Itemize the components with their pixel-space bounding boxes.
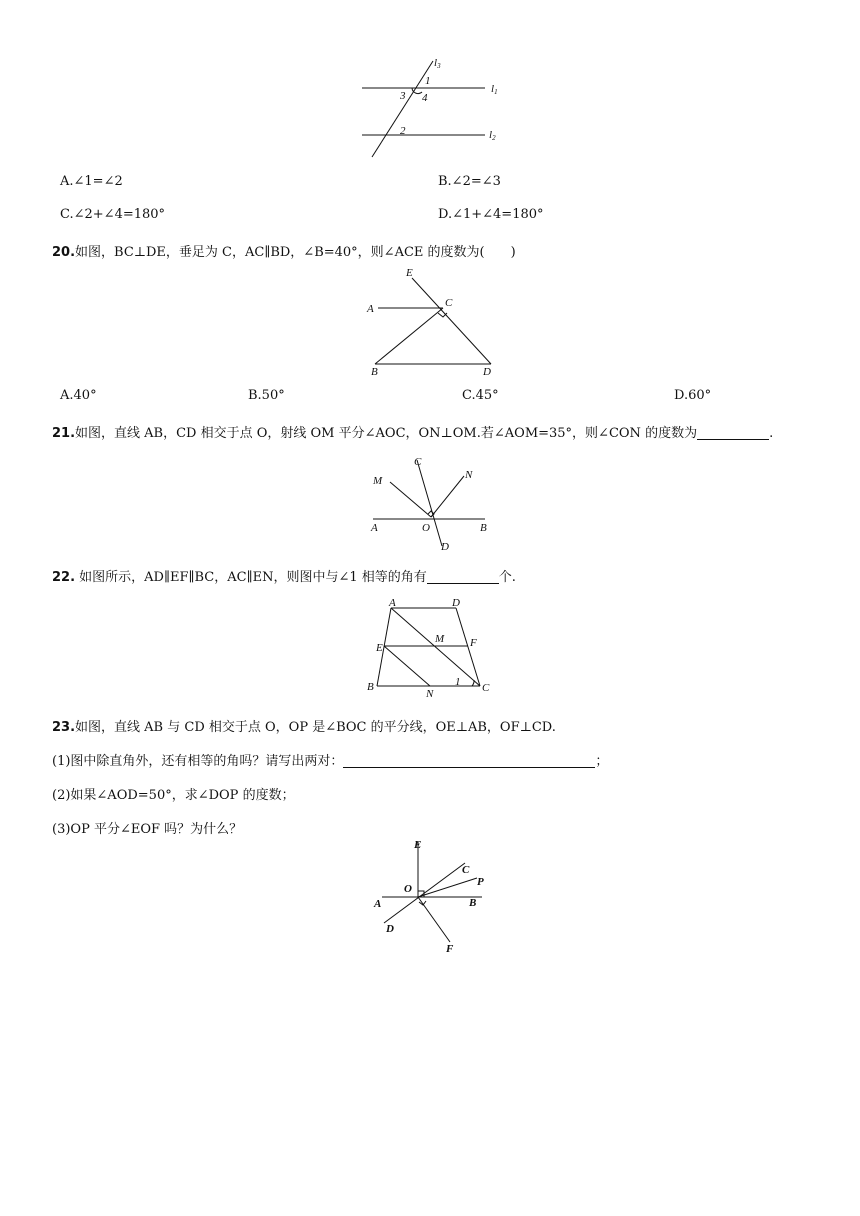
q19-option-d: D.∠1+∠4=180° (438, 207, 544, 222)
q23-sub1-end: ； (595, 754, 609, 769)
q23-sub1-text: (1)图中除直角外，还有相等的角吗？请写出两对： (52, 754, 344, 769)
q21-number: 21. (52, 426, 76, 441)
label-a: A (371, 522, 378, 534)
label-f: F (446, 943, 454, 955)
label-o: O (404, 883, 412, 895)
q23-sub1 (52, 750, 608, 769)
q22-figure (362, 595, 502, 700)
right-angle-mark (438, 313, 447, 317)
q20-text: 如图，BC⊥DE，垂足为 C，AC∥BD，∠B=40°，则∠ACE 的度数为( ) (75, 245, 516, 260)
q21-answer-blank[interactable] (697, 425, 769, 440)
label-3: 3 (400, 90, 406, 102)
q19-option-c: C.∠2+∠4=180° (60, 207, 166, 222)
label-4: 4 (422, 92, 428, 104)
ray-of (418, 897, 450, 942)
label-b: B (480, 522, 487, 534)
label-l2: l2 (489, 129, 496, 142)
q23-sub3: (3)OP 平分∠EOF 吗？为什么？ (52, 822, 243, 837)
line-ec-extended (412, 278, 491, 364)
label-n: N (465, 469, 473, 481)
ray-on (431, 476, 464, 517)
label-l1: l1 (491, 83, 498, 96)
q22-stem (52, 566, 516, 585)
label-l3: l3 (434, 57, 441, 70)
label-c: C (414, 456, 422, 468)
label-a: A (367, 303, 374, 315)
q23-text: 如图，直线 AB 与 CD 相交于点 O，OP 是∠BOC 的平分线，OE⊥AB，OF⊥CD. (75, 720, 556, 735)
q23-sub2: (2)如果∠AOD=50°，求∠DOP 的度数； (52, 788, 295, 803)
label-2: 2 (400, 125, 406, 137)
label-n: N (426, 688, 434, 700)
label-p: P (477, 876, 484, 888)
q20-option-b: B.50° (248, 388, 285, 403)
label-c: C (482, 682, 490, 694)
q22-text: 如图所示，AD∥EF∥BC，AC∥EN，则图中与∠1 相等的角有 (75, 570, 427, 585)
q22-number: 22. (52, 570, 76, 585)
label-d: D (441, 541, 449, 553)
q23-number: 23. (52, 720, 76, 735)
q19-figure (350, 55, 520, 165)
label-e: E (414, 839, 422, 851)
q19-option-a: A.∠1=∠2 (60, 174, 123, 189)
label-1: 1 (425, 75, 431, 87)
label-o: O (422, 522, 430, 534)
q21-text: 如图，直线 AB，CD 相交于点 O，射线 OM 平分∠AOC，ON⊥OM.若∠AOM=35°，则∠CON 的度数为 (75, 426, 698, 441)
angle-1-arc (472, 680, 474, 686)
label-m: M (435, 633, 445, 645)
q20-stem (52, 241, 516, 260)
q20-option-c: C.45° (462, 388, 499, 403)
label-b: B (371, 366, 378, 378)
q22-answer-blank[interactable] (427, 569, 499, 584)
label-c: C (462, 864, 470, 876)
label-f: F (470, 637, 477, 649)
label-d: D (386, 923, 394, 935)
q20-option-a: A.40° (60, 388, 97, 403)
label-e: E (376, 642, 383, 654)
label-a: A (374, 898, 382, 910)
q20-figure (365, 265, 505, 380)
label-1: 1 (455, 676, 461, 688)
label-b: B (469, 897, 477, 909)
label-b: B (367, 681, 374, 693)
q19-option-b: B.∠2=∠3 (438, 174, 501, 189)
q23-figure (370, 838, 500, 958)
line-en (384, 646, 430, 686)
q20-option-d: D.60° (674, 388, 712, 403)
label-m: M (373, 475, 383, 487)
q21-figure (365, 450, 505, 555)
q21-stem (52, 422, 773, 441)
line-ac (391, 608, 480, 686)
label-c: C (445, 297, 453, 309)
label-d: D (452, 597, 460, 609)
q22-end: 个. (498, 570, 516, 585)
label-e: E (406, 267, 413, 279)
line-bc (375, 308, 443, 364)
label-a: A (389, 597, 396, 609)
q23-stem (52, 716, 556, 735)
q21-end: . (769, 426, 774, 441)
ray-op (418, 878, 477, 897)
q20-number: 20. (52, 245, 76, 260)
label-d: D (483, 366, 491, 378)
q23-sub1-answer-blank[interactable] (343, 753, 595, 768)
line-l3 (372, 61, 433, 157)
